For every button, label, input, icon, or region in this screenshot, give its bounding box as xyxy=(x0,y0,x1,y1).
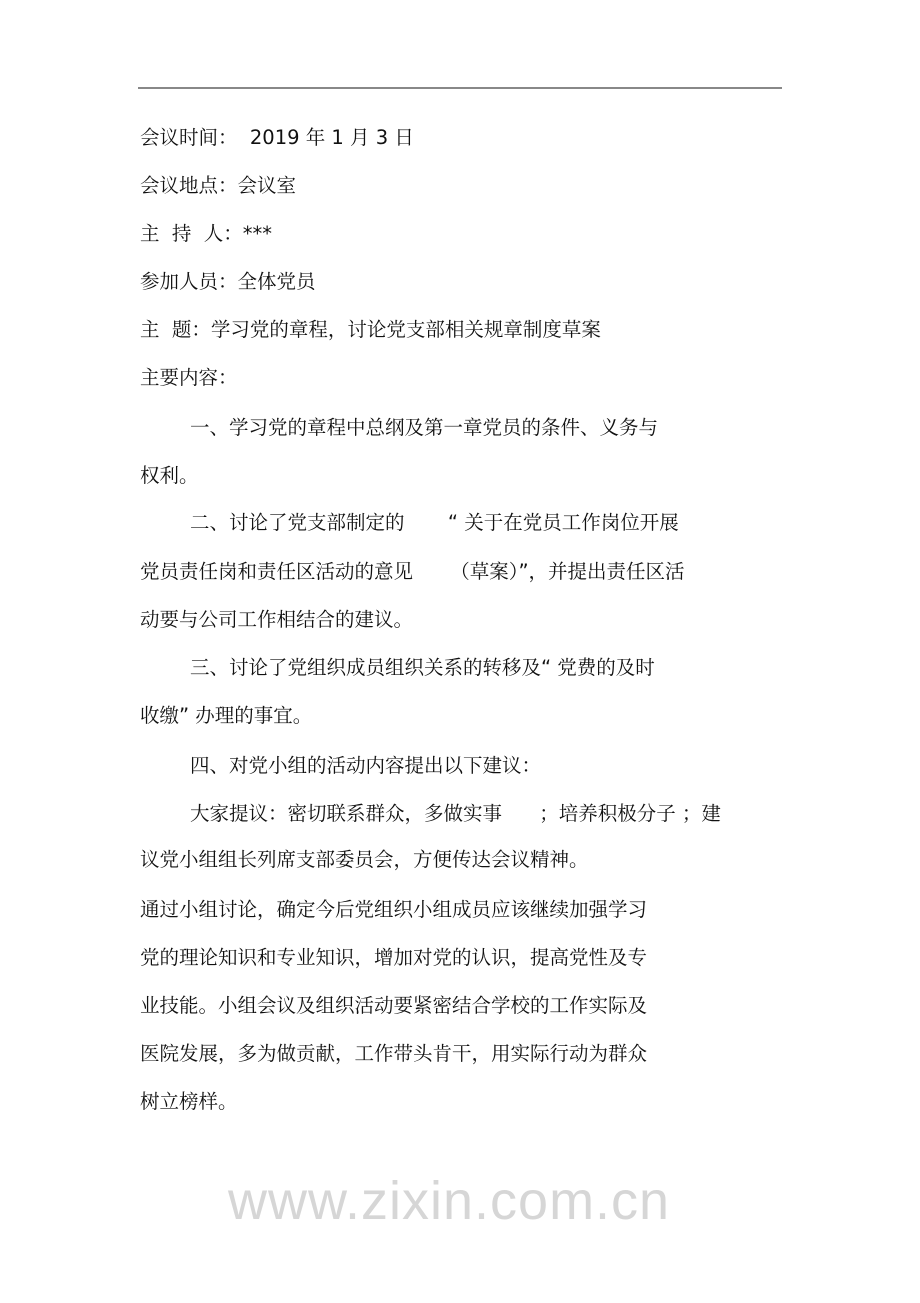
paragraph-line: 树立榜样。 xyxy=(140,1090,238,1113)
paragraph-line: 大家提议：密切联系群众，多做实事 ；培养积极分子 ；建 xyxy=(190,802,721,825)
paragraph-line: 一、学习党的章程中总纲及第一章党员的条件、义务与 xyxy=(190,416,659,439)
paragraph-line: 党的理论知识和专业知识，增加对党的认识，提高党性及专 xyxy=(140,946,648,969)
meeting-time: 会议时间： 2019 年 1 月 3 日 xyxy=(140,126,414,149)
paragraph-line: 三、讨论了党组织成员组织关系的转移及“ 党费的及时 xyxy=(190,656,655,679)
paragraph-line: 业技能。小组会议及组织活动要紧密结合学校的工作实际及 xyxy=(140,994,648,1017)
paragraph-line: 议党小组组长列席支部委员会，方便传达会议精神。 xyxy=(140,848,589,871)
main-content-heading: 主要内容： xyxy=(140,366,238,389)
meeting-host: 主 持 人：*** xyxy=(140,222,273,245)
paragraph-line: 党员责任岗和责任区活动的意见 （草案）”，并提出责任区活 xyxy=(140,560,685,583)
paragraph-line: 动要与公司工作相结合的建议。 xyxy=(140,608,414,631)
header-rule xyxy=(138,87,782,89)
paragraph-line: 医院发展，多为做贡献，工作带头肯干，用实际行动为群众 xyxy=(140,1042,648,1065)
paragraph-line: 收缴” 办理的事宜。 xyxy=(140,704,313,727)
paragraph-line: 四、对党小组的活动内容提出以下建议： xyxy=(190,754,542,777)
paragraph-line: 二、讨论了党支部制定的 “ 关于在党员工作岗位开展 xyxy=(190,511,679,534)
paragraph-line: 权利。 xyxy=(140,464,199,487)
meeting-attendees: 参加人员：全体党员 xyxy=(140,270,316,293)
meeting-location: 会议地点：会议室 xyxy=(140,174,297,197)
paragraph-line: 通过小组讨论，确定今后党组织小组成员应该继续加强学习 xyxy=(140,898,648,921)
watermark: www.zixin.com.cn xyxy=(228,1171,671,1231)
meeting-topic: 主 题：学习党的章程，讨论党支部相关规章制度草案 xyxy=(140,318,601,341)
